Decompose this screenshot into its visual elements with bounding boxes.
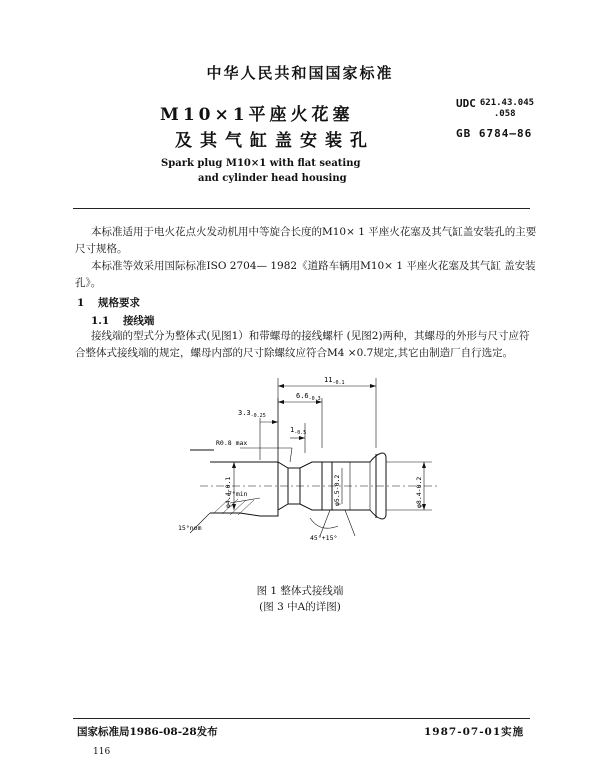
subsection-number: 1.1	[91, 315, 110, 327]
section1-body-line1: 接线端的型式分为整体式(见图1）和带螺母的接线螺杆 (见图2)两种，其螺母的外形与尺寸应符	[91, 330, 530, 342]
section1-title: 规格要求	[97, 297, 140, 309]
udc-code	[480, 98, 534, 120]
terminal-drawing	[170, 368, 450, 573]
dim-66-label: $6.6_{-0.3}$	[296, 392, 321, 402]
dia-left-label: φ4.4-0.1	[224, 476, 232, 508]
subsection-title: 接线端	[122, 315, 155, 327]
figure-caption: 图 1 整体式接线端	[256, 585, 344, 597]
page-number: 116	[93, 747, 111, 757]
document-title-line1: M10×1平座火花塞	[160, 105, 354, 125]
section1-body-line2: 合整体式接线端的规定，螺母内部的尺寸除螺纹应符合M4 ×0.7规定,其它由制造厂自行选定。	[75, 347, 514, 359]
section1-number: 1	[77, 297, 85, 309]
angle-min-label: 7°min	[228, 490, 248, 498]
footer-divider	[73, 718, 530, 719]
dim-1-label: $1_{-0.5}$	[290, 426, 307, 436]
angle-45-label: 45°+15°	[310, 534, 338, 542]
udc-block	[456, 98, 534, 120]
gb-number: GB 6784—86	[456, 127, 533, 140]
intro-para1-line1: 本标准适用于电火花点火发动机用中等旋合长度的M10× 1 平座火花塞及其气缸盖安装孔的主要	[91, 226, 537, 238]
intro-para1-line2: 尺寸规格。	[75, 243, 128, 255]
udc-code-line1: 621.43.045	[479, 98, 535, 108]
header-divider	[73, 208, 530, 209]
issue-date: 国家标准局1986-08-28发布	[77, 726, 218, 738]
english-title-line2: and cylinder head housing	[198, 173, 347, 184]
udc-label: UDC	[456, 97, 476, 110]
document-title-line2: 及其气缸盖安装孔	[175, 131, 375, 151]
effective-date: 1987-07-01实施	[424, 726, 525, 738]
standard-org-title: 中华人民共和国国家标准	[206, 64, 394, 82]
intro-para2-line1: 本标准等效采用国际标准ISO 2704— 1982《道路车辆用M10× 1 平座火花塞及其气缸 盖安装	[91, 260, 536, 272]
dim-33-label: $3.3_{-0.25}$	[238, 409, 266, 419]
section1-heading	[77, 295, 140, 310]
intro-para2-line2: 孔》。	[75, 277, 102, 289]
figure-subcaption: (图 3 中A的详图)	[259, 601, 341, 613]
radius-label: R0.8 max	[216, 439, 248, 447]
subsection-heading	[91, 313, 154, 328]
dim-total-label: $11_{-0.1}$	[324, 376, 345, 386]
dia-mid-label: φ5.5-0.2	[333, 474, 341, 506]
english-title-line1: Spark plug M10×1 with flat seating	[161, 158, 361, 169]
angle-15-label: 15°nom	[178, 524, 202, 532]
udc-code-line2: .058	[493, 109, 516, 119]
dia-right-label: φ8.4-0.2	[415, 476, 423, 508]
